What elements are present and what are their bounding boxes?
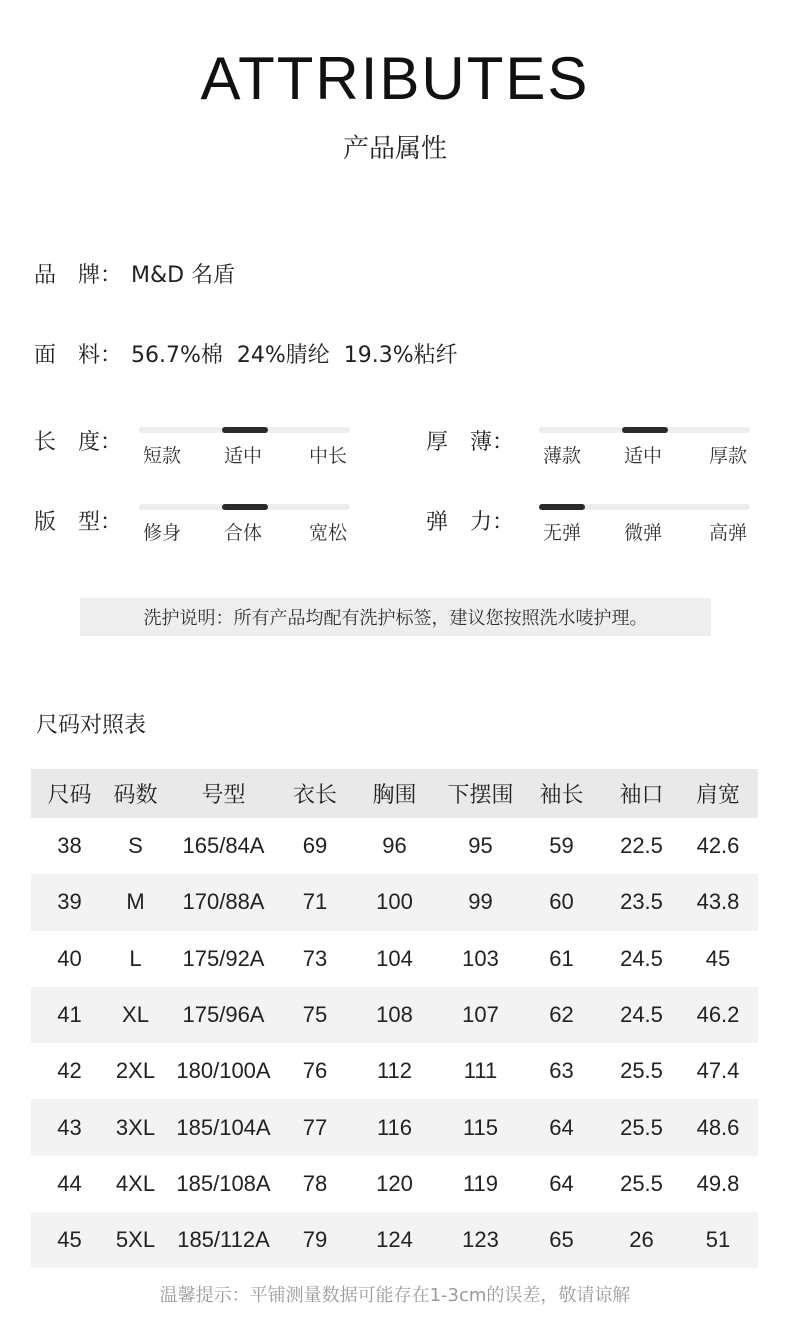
table-row [31,818,758,874]
header-hem: 下摆围 [443,769,518,818]
cell-cuff: 25.5 [620,1058,663,1084]
cell-code: 3XL [108,1099,163,1155]
fit-scale-indicator [222,504,268,510]
cell-cuff: 24.5 [605,987,678,1043]
cell-code: 4XL [115,1170,156,1196]
cell-sleeve-length: 63 [549,1058,574,1084]
table-row [31,1043,758,1099]
thickness-option-thin: 薄款 [543,445,582,467]
cell-chest: 104 [376,945,413,971]
cell-size: 43 [31,1099,108,1155]
cell-body-type: 175/96A [163,987,284,1043]
cell-chest: 120 [376,1170,413,1196]
cell-code: 2XL [115,1058,156,1084]
length-option-short: 短款 [143,445,182,467]
cell-cuff: 22.5 [620,833,663,859]
cell-code: 5XL [108,1212,163,1268]
table-row [31,1212,758,1268]
cell-size: 41 [31,987,108,1043]
cell-shoulder: 43.8 [678,874,758,930]
cell-length: 71 [284,874,346,930]
header-shoulder: 肩宽 [678,769,758,818]
header-chest: 胸围 [346,769,443,818]
header-body-type: 号型 [163,769,284,818]
brand-value: M&D 名盾 [131,263,236,288]
cell-hem: 99 [443,874,518,930]
cell-body-type: 175/92A [182,945,265,971]
cell-code: XL [108,987,163,1043]
table-row [31,931,758,987]
size-chart-table [31,769,758,1268]
cell-body-type: 170/88A [163,874,284,930]
cell-hem: 123 [443,1212,518,1268]
cell-cuff: 26 [605,1212,678,1268]
brand-label: 品 牌： [34,263,123,288]
cell-shoulder: 46.2 [678,987,758,1043]
cell-sleeve-length: 65 [518,1212,605,1268]
cell-hem: 95 [468,833,493,859]
thickness-scale-indicator [622,427,668,433]
cell-sleeve-length: 59 [549,833,574,859]
cell-length: 76 [302,1058,328,1084]
header-size: 尺码 [31,769,108,818]
cell-shoulder: 45 [705,945,731,971]
fit-option-regular: 合体 [224,522,263,544]
cell-code: L [129,945,142,971]
care-instructions: 洗护说明：所有产品均配有洗护标签，建议您按照洗水唛护理。 [80,598,711,636]
page-subtitle: 产品属性 [342,134,447,164]
elasticity-option-high: 高弹 [709,522,748,544]
fit-scale-track [139,504,350,544]
cell-sleeve-length: 62 [518,987,605,1043]
cell-body-type: 185/104A [163,1099,284,1155]
cell-hem: 111 [463,1058,498,1084]
fabric-label: 面 料： [34,343,123,368]
cell-code: S [128,833,143,859]
elasticity-scale-label: 弹 力： [426,510,515,535]
cell-sleeve-length: 64 [518,1099,605,1155]
cell-shoulder: 42.6 [696,833,740,859]
cell-sleeve-length: 60 [518,874,605,930]
table-row [31,987,758,1043]
length-option-medium: 适中 [224,445,263,467]
cell-size: 45 [31,1212,108,1268]
length-option-long: 中长 [309,445,348,467]
table-row [31,874,758,930]
page-title: ATTRIBUTES [200,45,590,112]
cell-size: 42 [57,1058,82,1084]
cell-hem: 115 [443,1099,518,1155]
elasticity-option-slight: 微弹 [624,522,663,544]
elasticity-scale-indicator [539,504,585,510]
table-row [31,1156,758,1212]
cell-size: 38 [57,833,82,859]
measurement-tip: 温馨提示：平铺测量数据可能存在1-3cm的误差，敬请谅解 [159,1285,631,1306]
length-scale-track [139,427,350,467]
cell-length: 77 [284,1099,346,1155]
cell-chest: 124 [346,1212,443,1268]
header-sleeve-length: 袖长 [518,769,605,818]
cell-chest: 116 [346,1099,443,1155]
cell-cuff: 23.5 [605,874,678,930]
thickness-option-medium: 适中 [624,445,663,467]
header-length: 衣长 [284,769,346,818]
cell-length: 69 [302,833,328,859]
cell-chest: 108 [346,987,443,1043]
cell-sleeve-length: 61 [549,945,574,971]
cell-length: 78 [302,1170,328,1196]
cell-hem: 119 [462,1170,499,1196]
cell-sleeve-length: 64 [549,1170,574,1196]
cell-body-type: 185/108A [176,1170,271,1196]
cell-chest: 112 [376,1058,413,1084]
elasticity-option-none: 无弹 [543,522,582,544]
header-cuff: 袖口 [605,769,678,818]
cell-body-type: 185/112A [163,1212,284,1268]
cell-body-type: 180/100A [176,1058,271,1084]
cell-cuff: 24.5 [620,945,663,971]
cell-length: 73 [302,945,328,971]
cell-shoulder: 47.4 [696,1058,740,1084]
thickness-option-thick: 厚款 [709,445,748,467]
size-chart-title: 尺码对照表 [36,713,147,738]
thickness-scale-track [539,427,750,467]
cell-shoulder: 48.6 [678,1099,758,1155]
size-chart-body [31,818,758,1268]
cell-length: 75 [284,987,346,1043]
cell-size: 44 [57,1170,82,1196]
fabric-value: 56.7%棉 24%腈纶 19.3%粘纤 [131,343,458,368]
fit-scale-label: 版 型： [34,510,123,535]
cell-size: 40 [57,945,82,971]
cell-cuff: 25.5 [620,1170,663,1196]
cell-cuff: 25.5 [605,1099,678,1155]
cell-code: M [108,874,163,930]
cell-chest: 96 [382,833,407,859]
cell-length: 79 [284,1212,346,1268]
fit-option-slim: 修身 [143,522,182,544]
cell-size: 39 [31,874,108,930]
table-row [31,1099,758,1155]
fit-option-loose: 宽松 [309,522,348,544]
cell-hem: 107 [443,987,518,1043]
cell-body-type: 165/84A [182,833,265,859]
elasticity-scale-track [539,504,750,544]
header-code: 码数 [108,769,163,818]
cell-hem: 103 [462,945,499,971]
thickness-scale-label: 厚 薄： [426,430,515,455]
length-scale-label: 长 度： [34,430,123,455]
length-scale-indicator [222,427,268,433]
cell-shoulder: 51 [678,1212,758,1268]
cell-chest: 100 [346,874,443,930]
size-chart-header-row [31,769,758,818]
cell-shoulder: 49.8 [696,1170,740,1196]
